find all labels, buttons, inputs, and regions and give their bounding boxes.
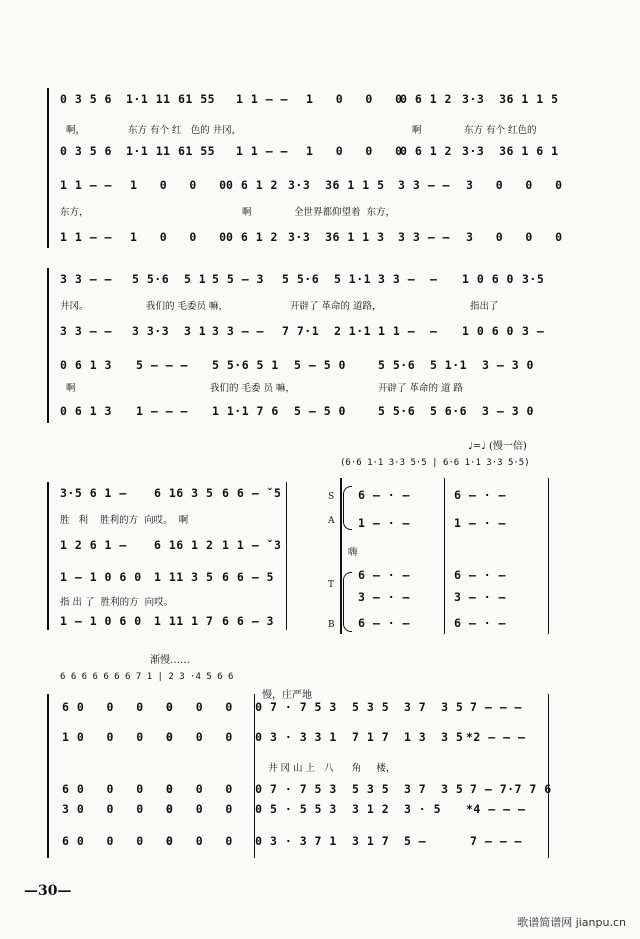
measure: 7 — — — [470, 700, 522, 714]
measure: 3·3 36 1 1 5 [462, 92, 559, 106]
system-barline [47, 694, 49, 858]
section-right [0, 478, 640, 638]
lyric-line: 胜 利 胜利的方 向哎。 啊 [60, 515, 189, 526]
system-barline [47, 88, 49, 248]
measure: 0 6 1 3 [60, 358, 112, 372]
score-row [358, 568, 506, 588]
measure: 7 7·1 2 1·1 [282, 324, 372, 338]
lyric: 啊， [66, 125, 86, 136]
measure: 0 3 5 6 [60, 144, 112, 158]
measure: 6 — · — [358, 488, 410, 502]
measure: 7 · 7 5 3 [270, 700, 337, 714]
measure: 6 0 0 0 0 [62, 782, 174, 796]
measure: 1 0 0 0 [130, 178, 227, 192]
score-row [62, 834, 522, 854]
expression-marking: 慢，庄严地 [262, 690, 312, 701]
lyric: 啊 [242, 207, 252, 218]
intro-line: (6·6 1·1 3·3 5·5 | 6·6 1·1 3·3 5·5) [340, 458, 530, 468]
barline [444, 478, 445, 634]
measure: 7 1 7 1 3 3 5 [352, 730, 464, 744]
lyric: 指出了 [470, 301, 499, 312]
system-barline [47, 268, 49, 423]
measure: 6 — · — [358, 568, 410, 582]
part-label-b: B [328, 620, 335, 630]
measure: 3 — 3 0 [482, 404, 534, 418]
measure: 1 0 0 0 [130, 230, 227, 244]
measure: 1 0 6 0 [462, 272, 514, 286]
end-barline [548, 478, 549, 634]
measure: 1 1 — — [236, 92, 296, 106]
measure: 6 16 1 2 [154, 538, 214, 552]
measure: 0 6 1 3 [60, 404, 112, 418]
lyric: 啊 [412, 125, 422, 136]
measure: 1 0 0 0 [306, 92, 403, 106]
measure: 3·5 [522, 272, 545, 286]
part-label-s: S [328, 492, 335, 502]
score-row [62, 782, 552, 802]
measure: 3 3 — — [398, 230, 450, 244]
measure: 6 — · — [454, 488, 506, 502]
score-row [60, 358, 534, 378]
measure: 3 — [522, 324, 545, 338]
measure: 3 0 0 0 [466, 178, 563, 192]
measure: 6 0 0 0 0 [62, 834, 174, 848]
end-barline [548, 694, 549, 858]
measure: 6 0 0 0 0 [62, 700, 174, 714]
measure: 5 3 5 3 7 3 5 [352, 700, 464, 714]
measure: 1 1 — — [60, 230, 112, 244]
measure: 6 6 — ˇ5 [222, 486, 282, 500]
watermark: 歌谱简谱网 jianpu.cn [517, 916, 626, 929]
system-2 [0, 268, 640, 423]
measure: 0 0 0 0 [166, 834, 263, 848]
measure: 7 — — — [470, 834, 522, 848]
score-row [60, 230, 563, 250]
score-row [358, 616, 506, 636]
system-1 [0, 88, 640, 248]
score-row [62, 802, 526, 822]
measure: 3 · 3 3 1 [270, 730, 337, 744]
page-number: —30— [24, 883, 72, 899]
measure: 0 6 1 2 [226, 230, 278, 244]
measure: 0 0 0 0 [166, 700, 263, 714]
measure: 0 6 1 2 [226, 178, 278, 192]
measure: 1 — — — [136, 404, 188, 418]
measure: 5 5·6 5 1 [132, 272, 207, 286]
measure: 1 — 1 0 6 0 [60, 614, 142, 628]
score-row [62, 730, 526, 750]
score-row [60, 324, 545, 344]
score-row [358, 516, 506, 536]
measure: 6 6 — 3 [222, 614, 274, 628]
brace-sa [343, 486, 352, 530]
lyric: 井冈。 [60, 301, 89, 312]
measure: 1·1 11 61 55 [126, 92, 216, 106]
measure: 3 · 3 7 1 [270, 834, 337, 848]
measure: 6 16 3 5 [154, 486, 214, 500]
brace-tb [343, 572, 352, 632]
lyric: 嗨 [348, 547, 358, 558]
system-bottom [0, 694, 640, 860]
lyric: 东方， [60, 207, 89, 218]
measure: 3 — · — [454, 590, 506, 604]
score-row [60, 404, 534, 424]
lyric: 开辟了 革命的 道路， [290, 301, 382, 312]
measure: 1 1·1 7 6 [212, 404, 279, 418]
score-row [60, 92, 559, 112]
score-row [62, 700, 522, 720]
measure: 5 5·6 5 1·1 [282, 272, 372, 286]
measure: 3·5 6 1 — [60, 486, 127, 500]
score-row [358, 590, 506, 610]
score-row [60, 144, 559, 164]
measure: 3 — 3 0 [482, 358, 534, 372]
gradual-slowdown: 渐慢…… [150, 655, 190, 666]
measure: 1 — 1 0 6 0 [60, 570, 142, 584]
lyric: 开辟了 革命的 道 路 [378, 383, 464, 394]
measure: 1 — · — [454, 516, 506, 530]
measure: 5 — — — [136, 358, 188, 372]
measure: 0 0 0 0 [166, 802, 263, 816]
lyric: 我们的 毛委员 嘛， [146, 301, 229, 312]
measure: 3 3 — — [378, 272, 438, 286]
measure: 1 1 — — [60, 178, 112, 192]
measure: 3 0 0 0 [466, 230, 563, 244]
measure: 3·3 36 1 6 1 [462, 144, 559, 158]
tempo-mark: ♩=♩ (慢一倍) [468, 441, 527, 452]
score-row [60, 272, 545, 292]
measure: 6 — · — [454, 616, 506, 630]
measure: 3 — · — [358, 590, 410, 604]
measure: 0 0 0 0 [166, 782, 263, 796]
lyric: 全世界都仰望着 东方， [294, 207, 396, 218]
measure: 7 — 7·7 7 6 [470, 782, 552, 796]
intro-figure: 6 6 6 6 6 6 6 7 1 | 2 3 ·4 5 6 6 [60, 672, 234, 682]
measure: 0 6 1 2 [400, 144, 452, 158]
measure: 5 5·6 5 6·6 [378, 404, 468, 418]
measure: 0 0 0 0 [166, 730, 263, 744]
measure: 5 5·6 5 1 [212, 358, 279, 372]
part-label-a: A [328, 516, 335, 526]
lyric: 东方 有个 红色的 [464, 125, 537, 136]
measure: *2 — — — [466, 730, 526, 744]
measure: 3·3 36 1 1 3 [288, 230, 385, 244]
measure: 6 — · — [454, 568, 506, 582]
measure: 5 · 5 5 3 [270, 802, 337, 816]
lyric-line: 井 冈 山 上 八 角 楼， [268, 763, 396, 774]
measure: 6 6 — 5 [222, 570, 274, 584]
measure: *4 — — — [466, 802, 526, 816]
measure: 3 3 — — [398, 178, 450, 192]
measure: 0 6 1 2 [400, 92, 452, 106]
measure: 3 1 2 3 · 5 [352, 802, 442, 816]
system-barline [340, 478, 342, 634]
measure: 1 11 1 7 [154, 614, 214, 628]
lyric: 我们的 毛委 员 嘛， [210, 383, 296, 394]
measure: 5 5·6 5 1·1 [378, 358, 468, 372]
measure: 3·3 36 1 1 5 [288, 178, 385, 192]
measure: 1 0 6 0 [462, 324, 514, 338]
measure: 1 1 — — [236, 144, 296, 158]
measure: 1 1 — ˇ3 [222, 538, 282, 552]
measure: 5 5 — 3 [212, 272, 264, 286]
measure: 6 — · — [358, 616, 410, 630]
score-row [60, 178, 563, 198]
measure: 0 3 5 6 [60, 92, 112, 106]
measure: 7 · 7 5 3 [270, 782, 337, 796]
measure: 5 — 5 0 [294, 358, 346, 372]
measure: 1 0 0 0 0 [62, 730, 174, 744]
measure: 1 11 3 5 [154, 570, 214, 584]
measure: 5 3 5 3 7 3 5 [352, 782, 464, 796]
measure: 1·1 11 61 55 [126, 144, 216, 158]
score-row [358, 488, 506, 508]
measure: 3 0 0 0 0 [62, 802, 174, 816]
measure: 3 3 — — [60, 324, 112, 338]
measure: 3 3 — — [212, 324, 264, 338]
measure: 3 3 — — [60, 272, 112, 286]
lyric-line: 指 出 了 胜利的方 向哎。 [60, 597, 174, 608]
measure: 1 1 — — [378, 324, 438, 338]
measure: 1 — · — [358, 516, 410, 530]
measure: 3 3·3 3 1 [132, 324, 207, 338]
lyric: 啊 [66, 383, 76, 394]
measure: 3 1 7 5 — [352, 834, 427, 848]
measure: 1 2 6 1 — [60, 538, 127, 552]
part-label-t: T [328, 580, 335, 590]
measure: 5 — 5 0 [294, 404, 346, 418]
lyric: 东方 有个 红 色的 井冈， [128, 125, 242, 136]
measure: 1 0 0 0 [306, 144, 403, 158]
